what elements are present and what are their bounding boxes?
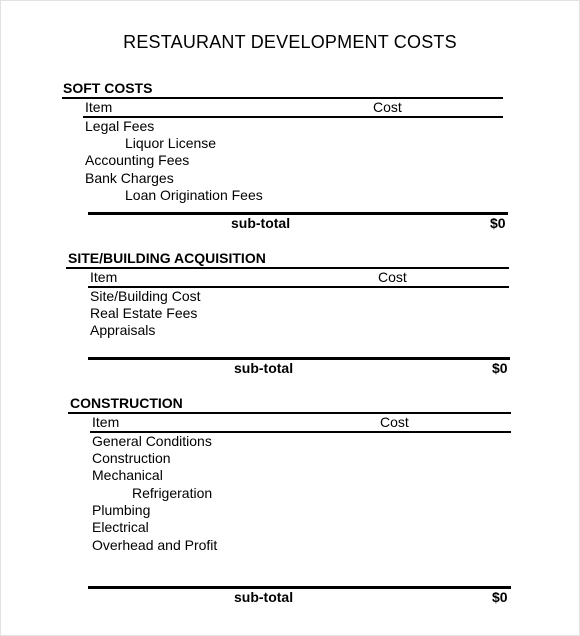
line-item: Construction bbox=[92, 450, 171, 466]
section-rule-top bbox=[66, 267, 509, 269]
item-column-header: Item bbox=[92, 414, 120, 430]
subtotal-value: $0 bbox=[492, 589, 508, 605]
line-item: Loan Origination Fees bbox=[125, 187, 263, 203]
cost-column-header: Cost bbox=[380, 414, 409, 430]
line-item: Legal Fees bbox=[85, 118, 155, 134]
item-column-header: Item bbox=[85, 99, 113, 115]
item-column-header: Item bbox=[90, 269, 118, 285]
line-item: Liquor License bbox=[125, 135, 217, 151]
line-item: Electrical bbox=[92, 519, 149, 535]
line-item: Mechanical bbox=[92, 467, 163, 483]
subtotal-rule bbox=[88, 586, 511, 589]
section-heading-soft-costs: SOFT COSTS bbox=[63, 80, 153, 96]
line-item: General Conditions bbox=[92, 433, 212, 449]
line-item: Accounting Fees bbox=[85, 152, 190, 168]
subtotal-value: $0 bbox=[490, 215, 506, 231]
cost-column-header: Cost bbox=[378, 269, 407, 285]
section-heading-site-building: SITE/BUILDING ACQUISITION bbox=[68, 250, 266, 266]
subtotal-label: sub-total bbox=[234, 360, 294, 376]
line-item: Plumbing bbox=[92, 502, 151, 518]
section-rule-top bbox=[68, 412, 511, 414]
subtotal-value: $0 bbox=[492, 360, 508, 376]
subtotal-label: sub-total bbox=[231, 215, 291, 231]
line-item: Real Estate Fees bbox=[90, 305, 198, 321]
subtotal-rule bbox=[88, 212, 508, 215]
line-item: Overhead and Profit bbox=[92, 537, 218, 553]
document-title: RESTAURANT DEVELOPMENT COSTS bbox=[123, 32, 457, 52]
subtotal-label: sub-total bbox=[234, 589, 294, 605]
line-item: Appraisals bbox=[90, 322, 156, 338]
line-item: Site/Building Cost bbox=[90, 288, 201, 304]
cost-column-header: Cost bbox=[373, 99, 402, 115]
line-item: Bank Charges bbox=[85, 170, 174, 186]
section-heading-construction: CONSTRUCTION bbox=[70, 395, 183, 411]
line-item: Refrigeration bbox=[132, 485, 213, 501]
subtotal-rule bbox=[88, 357, 510, 360]
section-rule-top bbox=[62, 97, 503, 99]
